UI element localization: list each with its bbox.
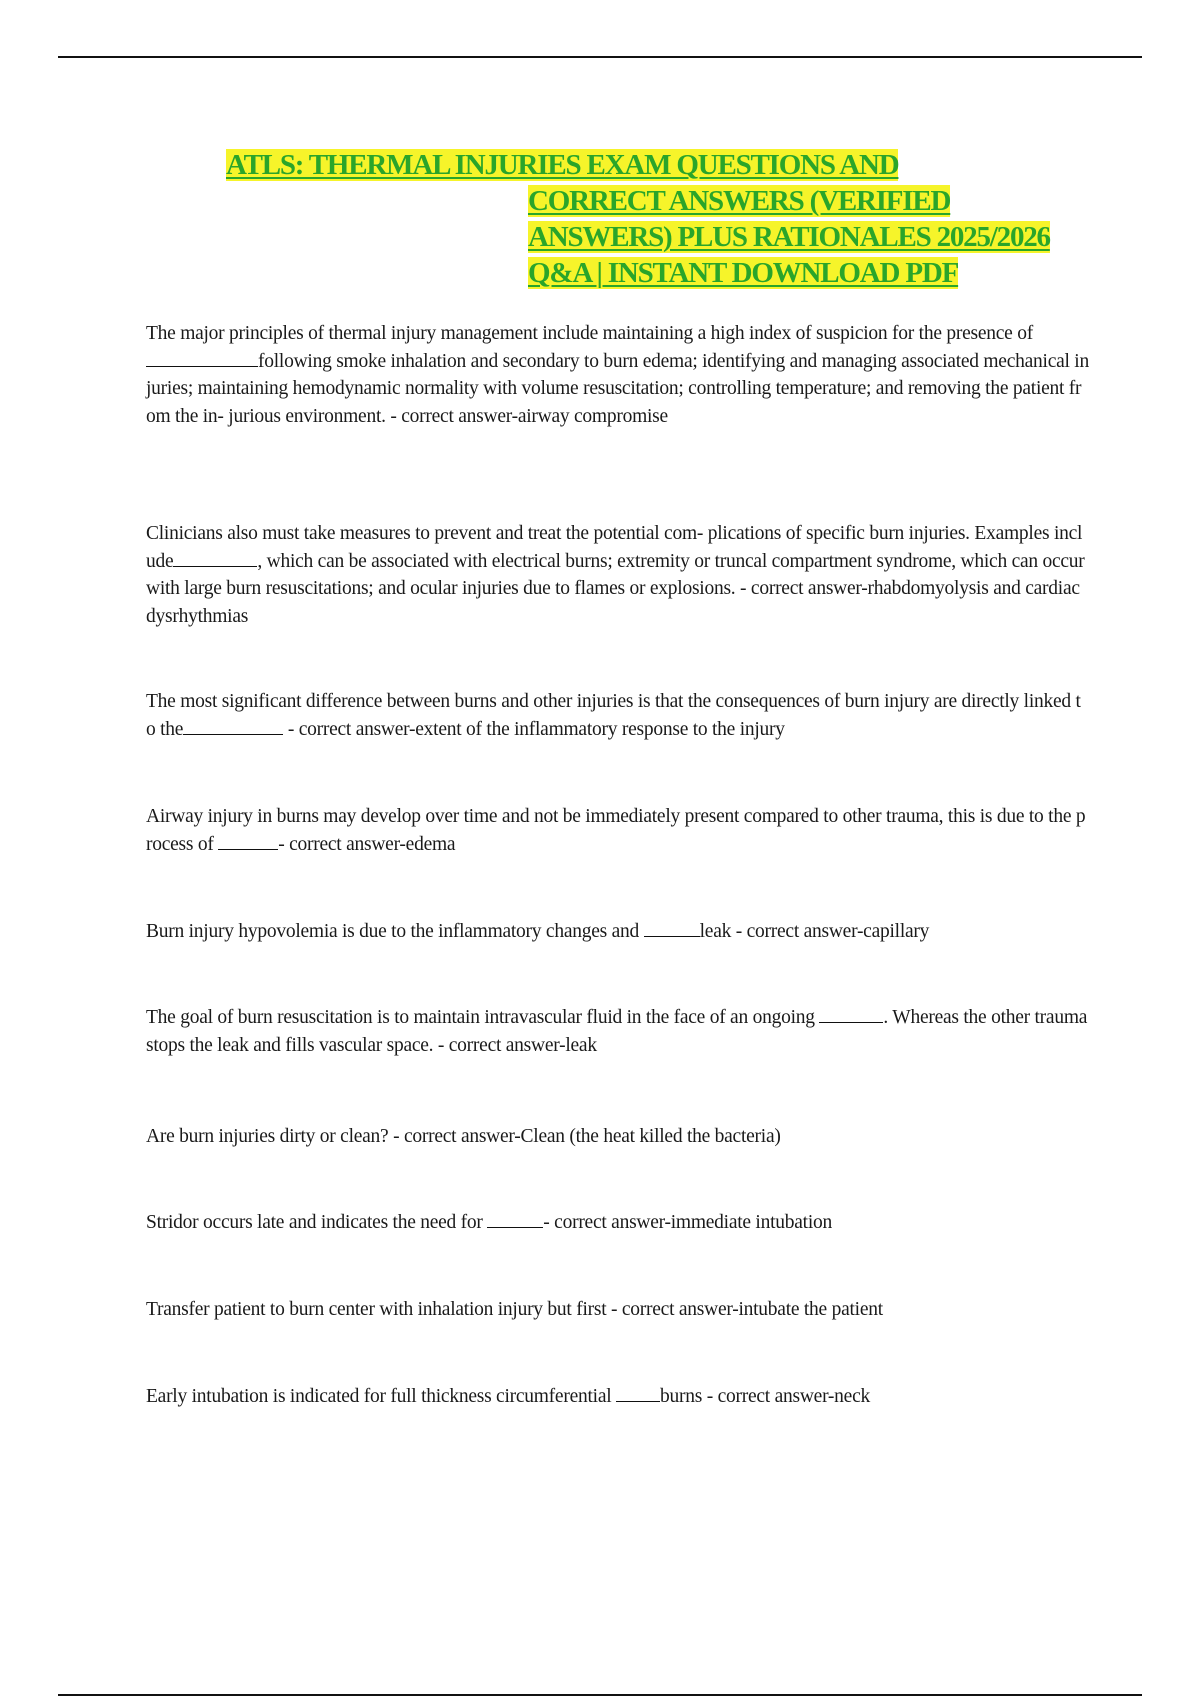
qa-text-before: Stridor occurs late and indicates the need for (146, 1212, 488, 1233)
answer-blank (644, 918, 700, 937)
qa-item-1 (146, 320, 1090, 430)
qa-item-4 (146, 803, 1090, 858)
qa-item-3 (146, 688, 1090, 743)
title-line-2: CORRECT ANSWERS (VERIFIED (528, 185, 951, 217)
bottom-rule (58, 1694, 1142, 1696)
title-line-1: ATLS: THERMAL INJURIES EXAM QUESTIONS AND (226, 149, 899, 181)
qa-item-9 (146, 1296, 1090, 1324)
qa-text-after: . Whereas the other trauma stops the leak and fills vascular space. - correct answer-leak (146, 1007, 1088, 1056)
answer-blank (487, 1209, 543, 1228)
document-title (226, 147, 1106, 291)
qa-item-2 (146, 520, 1090, 630)
qa-text-before: Early intubation is indicated for full thickness circumferential (146, 1386, 617, 1407)
qa-text-before: The goal of burn resuscitation is to maintain intravascular fluid in the face of an ongoing (146, 1007, 820, 1028)
qa-item-5 (146, 918, 1090, 946)
answer-blank (218, 831, 278, 850)
qa-text-after: - correct answer-immediate intubation (543, 1212, 832, 1233)
top-rule (58, 56, 1142, 58)
qa-text-after: burns - correct answer-neck (660, 1386, 870, 1407)
qa-text-before: Airway injury in burns may develop over time and not be immediately present compared to other trauma, this is due to the process of (146, 806, 1086, 855)
qa-text-after: - correct answer-edema (278, 833, 456, 855)
qa-text-before: Clinicians also must take measures to prevent and treat the potential com- plications of specific burn injuries. Examples include (146, 523, 1083, 572)
qa-text-after: - correct answer-extent of the inflammatory response to the injury (283, 718, 785, 740)
qa-item-7 (146, 1123, 1090, 1151)
qa-text-before: The most significant difference between burns and other injuries is that the consequences of burn injury are directly linked to the (146, 691, 1081, 740)
answer-blank (146, 348, 258, 367)
qa-item-6 (146, 1004, 1090, 1059)
qa-item-10 (146, 1383, 1090, 1411)
qa-item-8 (146, 1209, 1090, 1237)
qa-text: Transfer patient to burn center with inhalation injury but first - correct answer-intubate the patient (146, 1299, 883, 1320)
answer-blank (616, 1383, 660, 1402)
answer-blank (173, 548, 257, 567)
qa-text-before: The major principles of thermal injury management include maintaining a high index of suspicion for the presence of (146, 323, 1033, 344)
title-line-4: Q&A | INSTANT DOWNLOAD PDF (528, 257, 959, 289)
title-line-3: ANSWERS) PLUS RATIONALES 2025/2026 (528, 221, 1050, 253)
qa-text-after: following smoke inhalation and secondary to burn edema; identifying and managing associated mechanical injuries; maintaining hemodynamic normality with volume resuscitation; controlling temperature; and removing the patient from the in- jurious environment. - correct answer-airway compromise (146, 350, 1089, 427)
qa-text-after: , which can be associated with electrical burns; extremity or truncal compartment syndrome, which can occur with large burn resuscitations; and ocular injuries due to flames or explosions. - correct answer-rhabdomyolysis and cardiac dysrhythmias (146, 550, 1085, 627)
qa-text-after: leak - correct answer-capillary (699, 921, 930, 942)
qa-text-before: Burn injury hypovolemia is due to the inflammatory changes and (146, 921, 644, 942)
qa-text: Are burn injuries dirty or clean? - correct answer-Clean (the heat killed the bacteria) (146, 1126, 781, 1147)
answer-blank (183, 716, 283, 735)
answer-blank (819, 1004, 883, 1023)
